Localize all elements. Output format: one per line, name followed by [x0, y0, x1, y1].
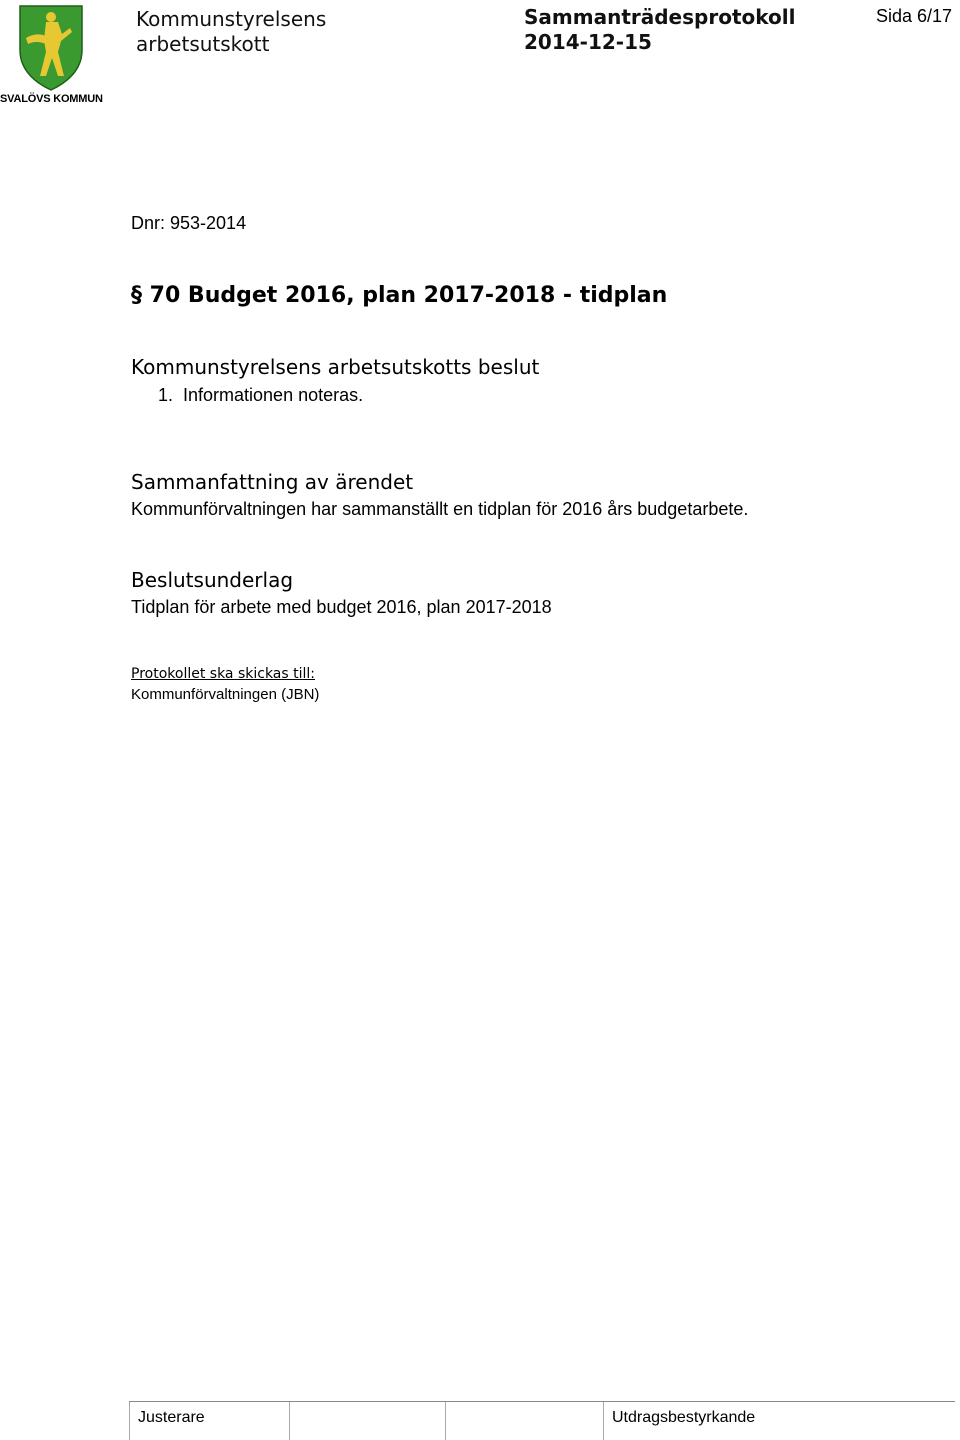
- meeting-date: 2014-12-15: [524, 30, 652, 54]
- signature-cell-1: [289, 1402, 445, 1440]
- adjuster-label: Justerare: [138, 1409, 205, 1426]
- adjuster-cell: [129, 1402, 289, 1440]
- committee-name-line1: Kommunstyrelsens: [136, 7, 327, 31]
- decision-heading: Kommunstyrelsens arbetsutskotts beslut: [131, 355, 540, 379]
- case-number: Dnr: 953-2014: [131, 213, 247, 233]
- certifier-label: Utdragsbestyrkande: [612, 1409, 756, 1426]
- municipality-coat-of-arms: [6, 4, 96, 92]
- send-to-value: Kommunförvaltningen (JBN): [131, 686, 320, 703]
- committee-name: [136, 7, 436, 57]
- basis-heading: Beslutsunderlag: [131, 568, 294, 592]
- committee-name-line2: arbetsutskott: [136, 32, 270, 56]
- summary-heading: Sammanfattning av ärendet: [131, 470, 414, 494]
- signature-footer: [129, 1401, 955, 1440]
- document-type-and-date: [524, 5, 824, 55]
- certifier-cell: [603, 1402, 955, 1440]
- municipality-name: SVALÖVS KOMMUN: [0, 93, 103, 105]
- document-type: Sammanträdesprotokoll: [524, 5, 796, 29]
- signature-cell-2: [445, 1402, 603, 1440]
- send-to-label: Protokollet ska skickas till:: [131, 666, 316, 682]
- section-title: § 70 Budget 2016, plan 2017-2018 - tidplan: [131, 283, 668, 308]
- page-number: Sida 6/17: [876, 6, 953, 26]
- summary-text: Kommunförvaltningen har sammanställt en tidplan för 2016 års budgetarbete.: [131, 499, 749, 519]
- basis-text: Tidplan för arbete med budget 2016, plan 2017-2018: [131, 597, 552, 617]
- decision-item: 1. Informationen noteras.: [158, 385, 364, 405]
